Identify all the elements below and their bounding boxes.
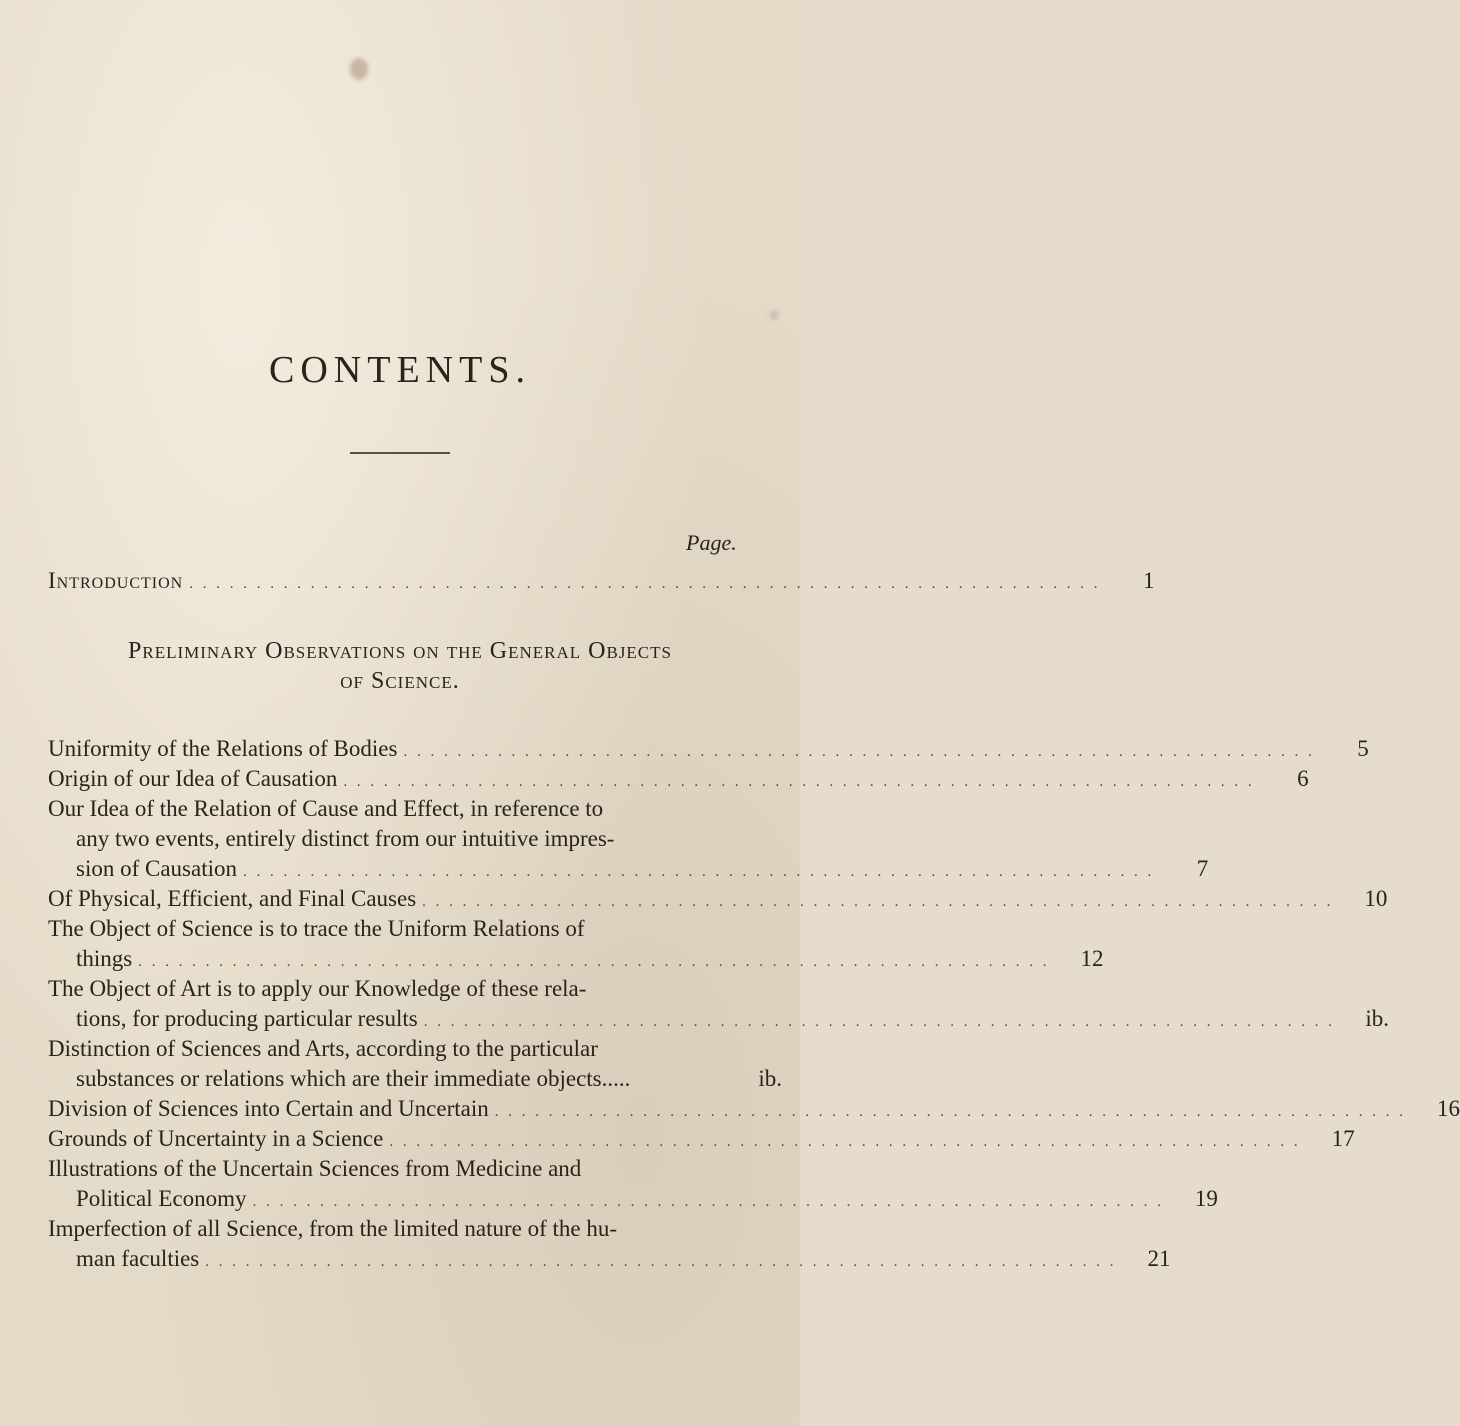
entry-text: tions, for producing particular results (76, 1006, 418, 1031)
dot-leader: . . . . . . . . . . . . . . . . . . . . . . . . . . . . . . . . . . . . . . . . . . . . . . . . . . . . . . . . . . . . . . . . . . . . (494, 1104, 1406, 1120)
entry-text: Uniformity of the Relations of Bodies (48, 736, 398, 761)
toc-entry (48, 734, 1369, 767)
entry-page: 6 (1297, 766, 1309, 791)
entry-text: Origin of our Idea of Causation (48, 766, 338, 791)
entry-text: sion of Causation (76, 856, 237, 881)
section-heading: of Science. (340, 668, 460, 694)
entry-text: any two events, entirely distinct from our intuitive impres- (76, 826, 615, 851)
toc-entry (76, 944, 1104, 977)
page-column-label: Page. (686, 530, 737, 555)
entry-text: Distinction of Sciences and Arts, according to the particular (48, 1036, 598, 1061)
entry-text: The Object of Science is to trace the Uniform Relations of (48, 916, 585, 941)
dot-leader: . . . . . . . . . . . . . . . . . . . . . . . . . . . . . . . . . . . . . . . . . . . . . . . . . . . . . . . . . . . . . . . . . . . . (205, 1254, 1117, 1270)
entry-page: 21 (1147, 1246, 1171, 1271)
toc-entry (76, 1184, 1218, 1217)
entry-text: Of Physical, Efficient, and Final Causes (48, 886, 417, 911)
dot-leader: . . . . . . . . . . . . . . . . . . . . . . . . . . . . . . . . . . . . . . . . . . . . . . . . . . . . . . . . . . . . . . . . . . . . (422, 894, 1334, 910)
ink-stain (350, 58, 368, 80)
entry-page: 16 (1436, 1096, 1460, 1121)
dot-leader: . . . . . . . . . . . . . . . . . . . . . . . . . . . . . . . . . . . . . . . . . . . . . . . . . . . . . . . . . . . . . . . . . . . . (252, 1194, 1164, 1210)
entry-text: The Object of Art is to apply our Knowledge of these rela- (48, 976, 587, 1001)
dot-leader: . . . . . . . . . . . . . . . . . . . . . . . . . . . . . . . . . . . . . . . . . . . . . . . . . . . . . . . . . . . . . . . . . . . . (403, 744, 1315, 760)
toc-entry (48, 764, 1309, 797)
dot-leader: . . . . . . . . . . . . . . . . . . . . . . . . . . . . . . . . . . . . . . . . . . . . . . . . . . . . . . . . . . . . . . . . . . . . (389, 1134, 1301, 1150)
toc-entry (48, 884, 1388, 917)
dot-leader: . . . . . . . . . . . . . . . . . . . . . . . . . . . . . . . . . . . . . . . . . . . . . . . . . . . . . . . . . . . . . . . . . . . . (423, 1014, 1335, 1030)
entry-text: Our Idea of the Relation of Cause and Effect, in reference to (48, 796, 604, 821)
dot-leader: . . . . . . . . . . . . . . . . . . . . . . . . . . . . . . . . . . . . . . . . . . . . . . . . . . . . . . . . . . . . . . . . . . . . (243, 864, 1155, 880)
toc-entry (48, 1124, 1355, 1157)
toc-entry (76, 1004, 1389, 1037)
entry-page: 17 (1331, 1126, 1355, 1151)
ink-stain (770, 310, 778, 320)
toc-entry (76, 854, 1209, 887)
entry-page: 1 (1142, 568, 1155, 593)
toc-entry (48, 1094, 1460, 1127)
entry-page: 12 (1080, 946, 1104, 971)
entry-text: Grounds of Uncertainty in a Science (48, 1126, 384, 1151)
toc-entry-introduction (48, 566, 1155, 599)
entry-page: 19 (1194, 1186, 1218, 1211)
entry-page: 10 (1364, 886, 1388, 911)
section-heading: Preliminary Observations on the General Objects (128, 638, 672, 664)
entry-text: man faculties (76, 1246, 200, 1271)
entry-text: Introduction (48, 568, 184, 593)
entry-text: substances or relations which are their immediate objects..... (76, 1066, 631, 1091)
toc-entry (76, 1064, 782, 1094)
dot-leader: . . . . . . . . . . . . . . . . . . . . . . . . . . . . . . . . . . . . . . . . . . . . . . . . . . . . . . . . . . . . . . . . . . . . (343, 774, 1255, 790)
page-title: CONTENTS. (269, 349, 531, 391)
toc-entry (76, 1244, 1171, 1277)
entry-page: 7 (1196, 856, 1209, 881)
entry-text: Division of Sciences into Certain and Uncertain (48, 1096, 489, 1121)
dot-leader: . . . . . . . . . . . . . . . . . . . . . . . . . . . . . . . . . . . . . . . . . . . . . . . . . . . . . . . . . . . . . . . . . . . . (189, 576, 1101, 592)
title-rule (350, 452, 450, 454)
dot-leader: . . . . . . . . . . . . . . . . . . . . . . . . . . . . . . . . . . . . . . . . . . . . . . . . . . . . . . . . . . . . . . . . . . . . (138, 954, 1050, 970)
entry-page: 5 (1357, 736, 1369, 761)
entry-text: things (76, 946, 133, 971)
entry-text: Political Economy (76, 1186, 247, 1211)
entry-page: ib. (1365, 1006, 1389, 1031)
entry-text: Illustrations of the Uncertain Sciences from Medicine and (48, 1156, 582, 1181)
entry-text: Imperfection of all Science, from the limited nature of the hu- (48, 1216, 618, 1241)
entry-page: ib. (758, 1066, 782, 1091)
